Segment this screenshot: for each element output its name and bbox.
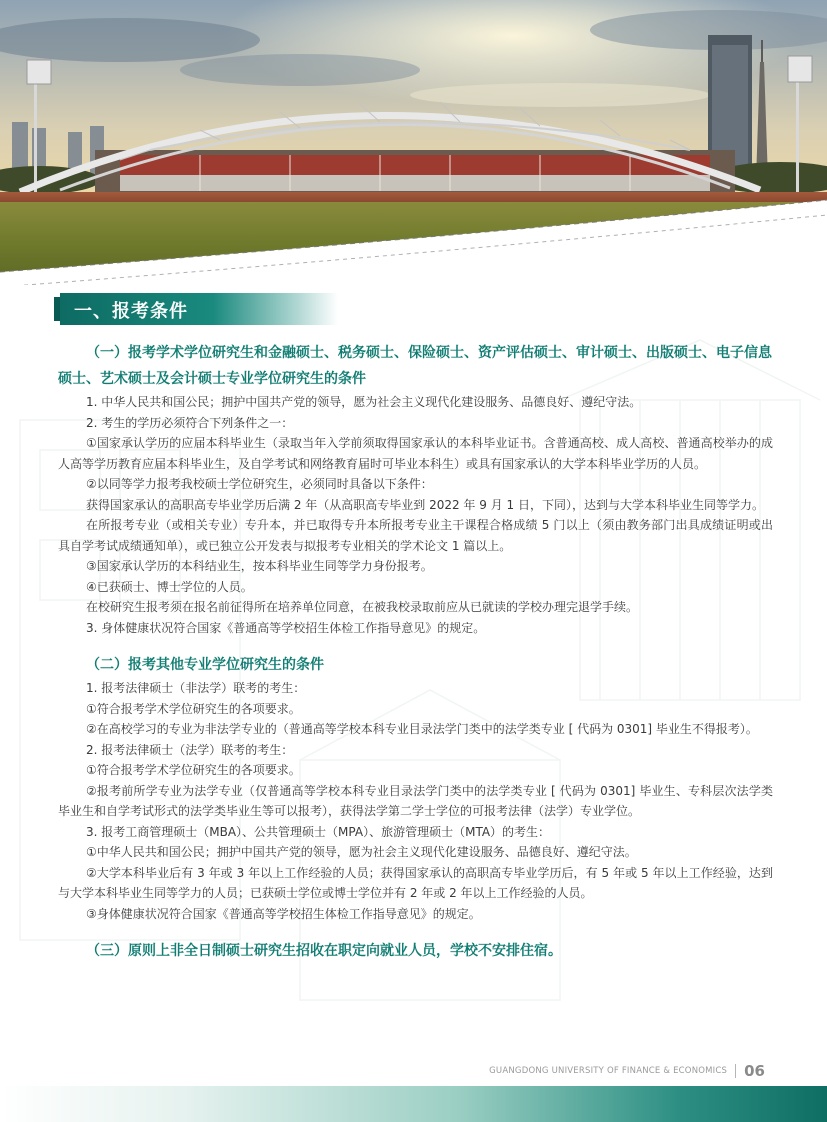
paragraph: ①符合报考学术学位研究生的各项要求。	[86, 763, 301, 777]
paragraph: ②在高校学习的专业为非法学专业的（普通高等学校本科专业目录法学门类中的法学类专业 [ 代码为 0301] 毕业生不得报考）。	[86, 722, 758, 736]
footer-gradient-band	[0, 1086, 827, 1122]
paragraph: ④已获硕士、博士学位的人员。	[86, 579, 253, 594]
main-content	[58, 340, 773, 964]
paragraph: ②大学本科毕业后有 3 年或 3 年以上工作经验的人员；获得国家承认的高职高专毕业学历后，有 5 年或 5 年以上工作经验，达到与大学本科毕业生同等学力的人员；已获硕士学位或博士学位并有 2 年或 2 年以上工作经验的人员。	[58, 865, 773, 900]
paragraph: 3. 报考工商管理硕士（MBA）、公共管理硕士（MPA）、旅游管理硕士（MTA）的考生：	[86, 824, 551, 839]
paragraph: 1. 报考法律硕士（非法学）联考的考生：	[86, 681, 306, 695]
subsection-heading: （三）原则上非全日制硕士研究生招收在职定向就业人员，学校不安排住宿。	[86, 943, 562, 959]
paragraph: 3. 身体健康状况符合国家《普通高等学校招生体检工作指导意见》的规定。	[86, 620, 486, 635]
banner-accent-bar	[54, 297, 60, 321]
section-gap	[58, 924, 773, 938]
paragraph: 在校研究生报考须在报名前征得所在培养单位同意，在被我校录取前应从已就读的学校办理完退学手续。	[86, 600, 639, 614]
page-footer	[489, 1062, 765, 1080]
stadium-photo	[0, 0, 827, 285]
paragraph: ③国家承认学历的本科结业生，按本科毕业生同等学力身份报考。	[86, 559, 433, 573]
section-banner	[60, 293, 338, 325]
page-number: 06	[744, 1062, 765, 1080]
section-gap	[58, 638, 773, 652]
footer-divider	[735, 1064, 736, 1078]
paragraph: ③身体健康状况符合国家《普通高等学校招生体检工作指导意见》的规定。	[86, 906, 481, 921]
paragraph: 2. 考生的学历必须符合下列条件之一：	[86, 415, 294, 430]
footer-university-name: GUANGDONG UNIVERSITY OF FINANCE & ECONOMICS	[489, 1066, 728, 1076]
paragraph: ①中华人民共和国公民；拥护中国共产党的领导，愿为社会主义现代化建设服务、品德良好、遵纪守法。	[86, 845, 637, 859]
subsection-heading: （一）报考学术学位研究生和金融硕士、税务硕士、保险硕士、资产评估硕士、审计硕士、出版硕士、电子信息硕士、艺术硕士及会计硕士专业学位研究生的条件	[58, 345, 772, 387]
paragraph: ①国家承认学历的应届本科毕业生（录取当年入学前须取得国家承认的本科毕业证书。含普通高校、成人高校、普通高校举办的成人高等学历教育应届本科毕业生，及自学考试和网络教育届时可毕业本科生）或具有国家承认的大学本科毕业学历的人员。	[58, 436, 773, 471]
subsection-heading: （二）报考其他专业学位研究生的条件	[86, 657, 324, 673]
paragraph: ②报考前所学专业为法学专业（仅普通高等学校本科专业目录法学门类中的法学类专业 [ 代码为 0301] 毕业生、专科层次法学类毕业生和自学考试形式的法学类毕业生等可以报考），获得法学第二学士学位的可报考法律（法学）专业学位。	[58, 783, 773, 818]
paragraph: ②以同等学力报考我校硕士学位研究生，必须同时具备以下条件：	[86, 477, 433, 491]
paragraph: 2. 报考法律硕士（法学）联考的考生：	[86, 742, 294, 757]
paragraph: 获得国家承认的高职高专毕业学历后满 2 年（从高职高专毕业到 2022 年 9 月 1 日，下同），达到与大学本科毕业生同等学力。	[86, 497, 764, 512]
paragraph: ①符合报考学术学位研究生的各项要求。	[86, 701, 301, 716]
section-title: 一、报考条件	[74, 301, 188, 322]
paragraph: 1. 中华人民共和国公民；拥护中国共产党的领导，愿为社会主义现代化建设服务、品德良好、遵纪守法。	[86, 395, 642, 409]
paragraph: 在所报考专业（或相关专业）专升本，并已取得专升本所报考专业主干课程合格成绩 5 门以上（须由教务部门出具成绩证明或出具自学考试成绩通知单），或已独立公开发表与拟报考专业相关的学术论文 1 篇以上。	[58, 518, 773, 553]
